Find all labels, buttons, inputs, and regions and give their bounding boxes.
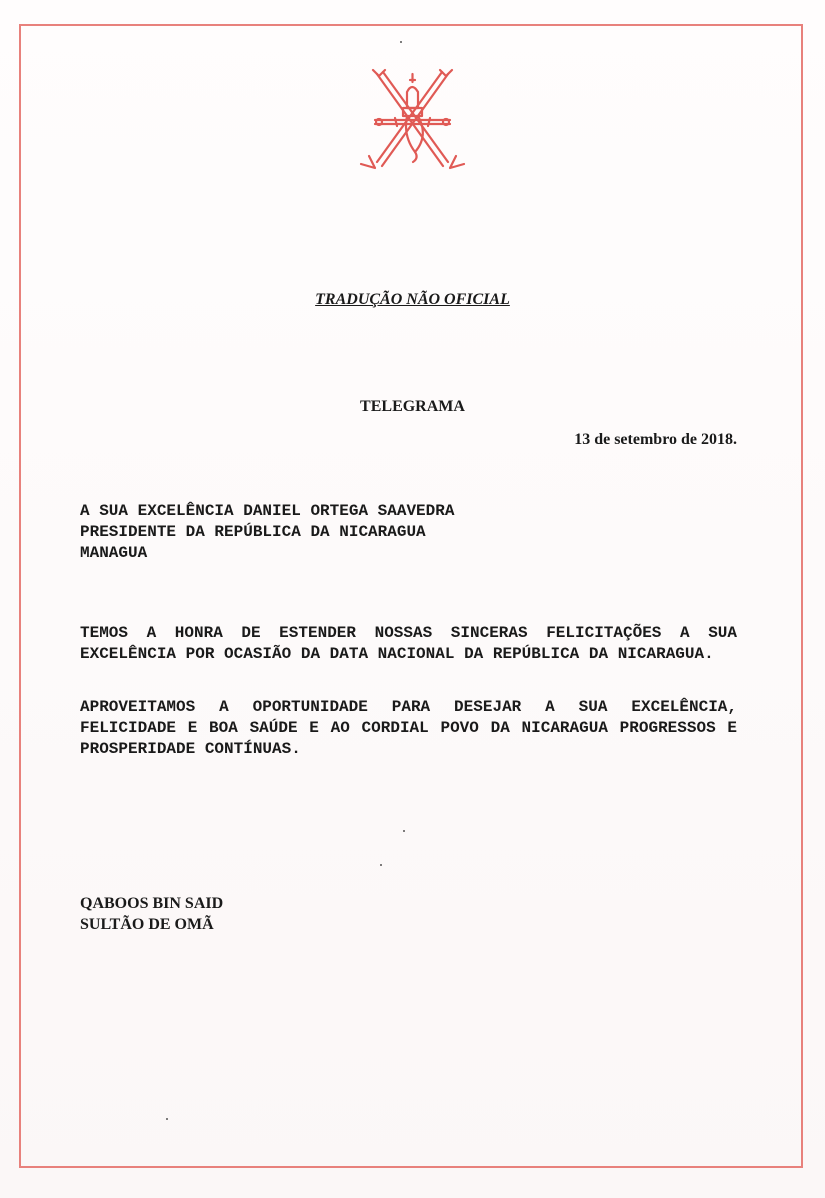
page-border: [19, 24, 803, 1168]
body-paragraph: TEMOS A HONRA DE ESTENDER NOSSAS SINCERAS FELICITAÇÕES A SUA EXCELÊNCIA POR OCASIÃO DA DATA NACIONAL DA REPÚBLICA DA NICARAGUA.: [80, 624, 737, 663]
paper-speck: [166, 1118, 168, 1120]
addressee-line: PRESIDENTE DA REPÚBLICA DA NICARAGUA: [80, 523, 426, 541]
oman-national-emblem-icon: [355, 66, 470, 176]
document-date: 13 de setembro de 2018.: [574, 431, 737, 448]
unofficial-translation-note: TRADUÇÃO NÃO OFICIAL: [315, 291, 510, 308]
signatory-title: SULTÃO DE OMÃ: [80, 916, 214, 933]
addressee-block: [80, 501, 580, 564]
addressee-line: MANAGUA: [80, 544, 148, 562]
signature-block: [80, 893, 223, 935]
paper-speck: [380, 864, 382, 866]
signatory-name: QABOOS BIN SAID: [80, 895, 224, 912]
addressee-line: A SUA EXCELÊNCIA DANIEL ORTEGA SAAVEDRA: [80, 502, 455, 520]
document-title: TELEGRAMA: [360, 398, 465, 415]
paper-speck: [400, 41, 402, 43]
paper-speck: [403, 830, 405, 832]
body-paragraph: APROVEITAMOS A OPORTUNIDADE PARA DESEJAR A SUA EXCELÊNCIA, FELICIDADE E BOA SAÚDE E AO CORDIAL POVO DA NICARAGUA PROGRESSOS E PROSPERIDADE CONTÍNUAS.: [80, 698, 737, 758]
